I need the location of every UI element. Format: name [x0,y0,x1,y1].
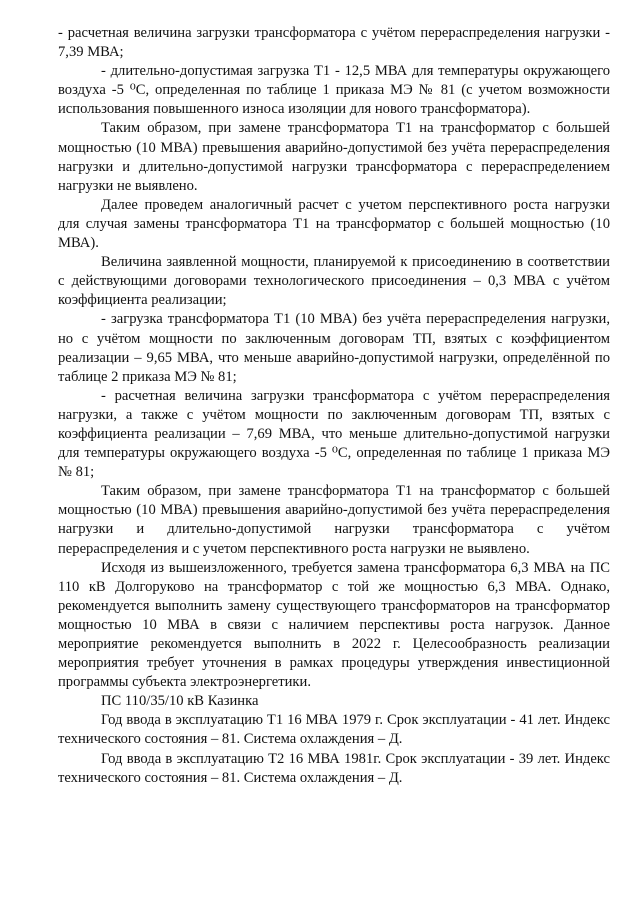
paragraph-load-without-redistribution: - загрузка трансформатора Т1 (10 МВА) без учёта перераспределения нагрузки, но с учётом мощности по заключенным договорам ТП, взятых с коэффициентом реализации – 9,65 МВА, что меньше аварийно-допустимой нагрузки, определённой по таблице 2 приказа МЭ № 81; [58,311,610,385]
paragraph-conclusion-1: Таким образом, при замене трансформатора Т1 на трансформатор с большей мощностью (10 МВА) превышения аварийно-допустимой без учёта перераспределения нагрузки и длительно-допустимой нагрузки трансформатора с перераспределением нагрузки не выявлено. [58,120,610,194]
paragraph-transformer-t2: Год ввода в эксплуатацию Т2 16 МВА 1981г. Срок эксплуатации - 39 лет. Индекс технического состояния – 81. Система охлаждения – Д. [58,750,610,786]
paragraph-calc-load-redistribution: - расчетная величина загрузки трансформатора с учётом перераспределения нагрузки - 7,39 МВА; [58,25,610,61]
paragraph-declared-power: Величина заявленной мощности, планируемой к присоединению в соответствии с действующими договорами технологического присоединения – 0,3 МВА с учётом коэффициента реализации; [58,254,610,309]
paragraph-conclusion-2: Таким образом, при замене трансформатора Т1 на трансформатор с большей мощностью (10 МВА) превышения аварийно-допустимой без учёта перераспределения нагрузки и длительно-допустимой нагрузки трансформатора с учётом перераспределения и с учетом перспективного роста нагрузки не выявлено. [58,483,610,557]
paragraph-recommendation: Исходя из вышеизложенного, требуется замена трансформатора 6,3 МВА на ПС 110 кВ Долгоруково на трансформатор с той же мощностью 6,3 МВА. Однако, рекомендуется выполнить замену существующего трансформаторов на трансформатор мощностью 10 МВА в связи с наличием перспективы роста нагрузок. Данное мероприятие рекомендуется выполнить в 2022 г. Целесообразность реализации мероприятия требует уточнения в рамках процедуры утверждения инвестиционной программы субъекта электроэнергетики. [58,559,610,691]
document-page [58,24,610,788]
paragraph-load-with-redistribution: - расчетная величина загрузки трансформатора с учётом перераспределения нагрузки, а также с учётом мощности по заключенным договорам ТП, взятых с коэффициента реализации – 7,69 МВА, что меньше длительно-допустимой нагрузки для температуры окружающего воздуха -5 ⁰С, определенная по таблице 1 приказа МЭ № 81; [58,387,610,481]
paragraph-perspective-calc-intro: Далее проведем аналогичный расчет с учетом перспективного роста нагрузки для случая замены трансформатора Т1 на трансформатор с большей мощностью (10 МВА). [58,196,610,252]
paragraph-transformer-t1: Год ввода в эксплуатацию Т1 16 МВА 1979 г. Срок эксплуатации - 41 лет. Индекс технического состояния – 81. Система охлаждения – Д. [58,712,610,748]
paragraph-long-term-load: - длительно-допустимая загрузка Т1 - 12,5 МВА для температуры окружающего воздуха -5 ⁰С, определенная по таблице 1 приказа МЭ № 81 (с учетом возможности использования повышенного износа изоляции для нового трансформатора). [58,63,610,118]
paragraph-substation-title: ПС 110/35/10 кВ Казинка [101,693,259,710]
